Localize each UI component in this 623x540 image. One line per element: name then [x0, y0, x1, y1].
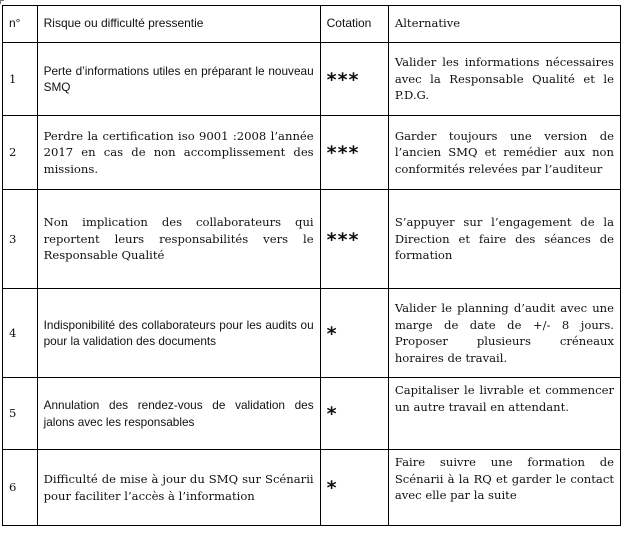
- header-num: n°: [3, 6, 38, 43]
- cotation-stars: ***: [326, 228, 360, 251]
- cotation-cell: [320, 378, 388, 450]
- cotation-cell: [320, 43, 388, 116]
- risk-table: [2, 5, 621, 526]
- cotation-stars: ***: [326, 68, 360, 91]
- cotation-cell: [320, 450, 388, 526]
- alternative-cell: Valider le planning d’audit avec une marge de date de +/- 8 jours. Proposer plusieurs créneaux horaires de travail.: [388, 289, 620, 378]
- risk-cell: Annulation des rendez-vous de validation des jalons avec les responsables: [37, 378, 320, 450]
- table-header-row: [3, 6, 621, 43]
- alternative-cell: Garder toujours une version de l’ancien SMQ et remédier aux non conformités relevées par l’auditeur: [388, 116, 620, 190]
- table-row: [3, 289, 621, 378]
- alternative-cell: Capitaliser le livrable et commencer un autre travail en attendant.: [388, 378, 620, 450]
- header-risk: Risque ou difficulté pressentie: [37, 6, 320, 43]
- header-cotation: Cotation: [320, 6, 388, 43]
- header-alternative: Alternative: [388, 6, 620, 43]
- cotation-cell: [320, 116, 388, 190]
- row-number: 5: [3, 378, 38, 450]
- row-number: 3: [3, 190, 38, 289]
- table-row: [3, 43, 621, 116]
- risk-cell: Perte d’informations utiles en préparant le nouveau SMQ: [37, 43, 320, 116]
- table-row: [3, 450, 621, 526]
- alternative-cell: Faire suivre une formation de Scénarii à la RQ et garder le contact avec elle par la suite: [388, 450, 620, 526]
- row-number: 6: [3, 450, 38, 526]
- cotation-cell: [320, 289, 388, 378]
- cotation-stars: *: [326, 477, 338, 500]
- cotation-cell: [320, 190, 388, 289]
- risk-cell: Difficulté de mise à jour du SMQ sur Scénarii pour faciliter l’accès à l’information: [37, 450, 320, 526]
- row-number: 4: [3, 289, 38, 378]
- corner-mark: [0, 0, 4, 4]
- table-row: [3, 190, 621, 289]
- risk-cell: Non implication des collaborateurs qui reportent leurs responsabilités vers le Responsable Qualité: [37, 190, 320, 289]
- row-number: 2: [3, 116, 38, 190]
- cotation-stars: *: [326, 403, 338, 426]
- cotation-stars: ***: [326, 142, 360, 165]
- cotation-stars: *: [326, 322, 338, 345]
- alternative-cell: Valider les informations nécessaires avec la Responsable Qualité et le P.D.G.: [388, 43, 620, 116]
- risk-cell: Perdre la certification iso 9001 :2008 l’année 2017 en cas de non accomplissement des missions.: [37, 116, 320, 190]
- table-row: [3, 116, 621, 190]
- row-number: 1: [3, 43, 38, 116]
- risk-cell: Indisponibilité des collaborateurs pour les audits ou pour la validation des documents: [37, 289, 320, 378]
- alternative-cell: S’appuyer sur l’engagement de la Direction et faire des séances de formation: [388, 190, 620, 289]
- table-row: [3, 378, 621, 450]
